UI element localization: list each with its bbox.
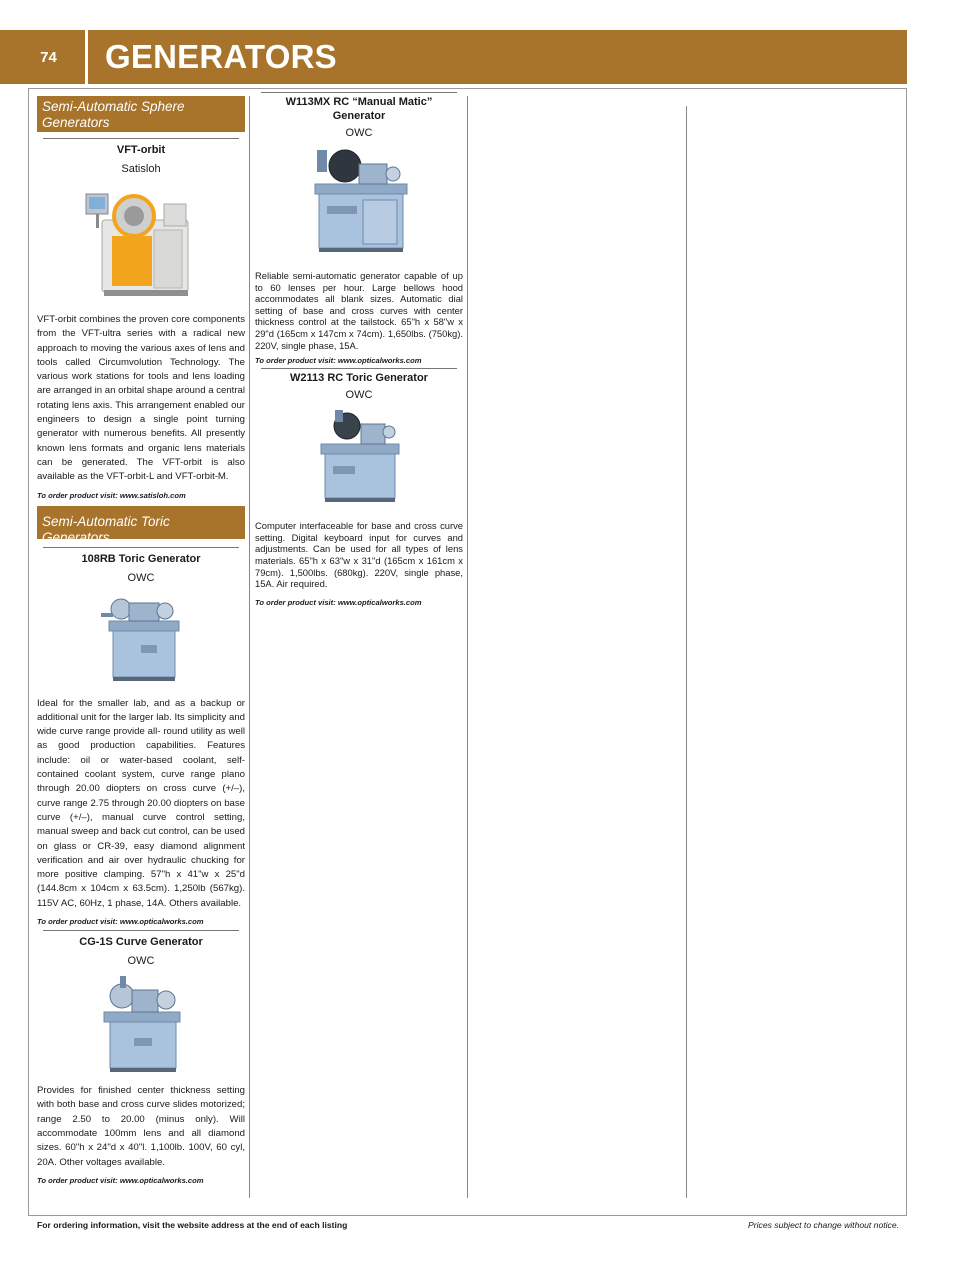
divider (43, 547, 239, 548)
order-link[interactable]: To order product visit: www.satisloh.com (37, 490, 186, 500)
product-title: CG-1S Curve Generator (79, 936, 203, 949)
page-number: 74 (0, 30, 85, 84)
order-link[interactable]: To order product visit: www.opticalworks.com (37, 1175, 204, 1185)
product-title: VFT-orbit (116, 144, 166, 156)
divider (43, 138, 239, 139)
divider (261, 368, 457, 369)
order-link[interactable]: To order product visit: www.opticalworks.com (255, 597, 422, 607)
column-1 (37, 96, 245, 1185)
order-link[interactable]: To order product visit: www.opticalworks.com (255, 356, 422, 366)
product-title: W113MX RC “Manual Matic” Generator (285, 96, 433, 122)
product-description: Reliable semi-automatic generator capable of up to 60 lenses per hour. Large bellows hood accommodates all blank sizes. Automatic dial setting of base and cross curves with center thickness control at the tailstock. 65"h x 58"w x 29"d (165cm x 147cm x 74cm). 1,650lbs. (750kg). 220V, single phase, 15A. (255, 270, 463, 351)
product-description: Computer interfaceable for base and cross curve setting. Digital keyboard input for curves and adjustments. Can be used for all types of lens materials. 65"h x 63"w x 31"d (165cm x 161cm x 79cm). 1,500lbs. (680kg). 220V, single phase, 15A. Air required. (255, 520, 463, 590)
divider (43, 930, 239, 931)
vft-orbit-image (84, 186, 199, 301)
category-header-sphere: Semi-Automatic Sphere Generators (37, 96, 245, 132)
footer-ordering-info: For ordering information, visit the website address at the end of each listing (37, 1220, 348, 1230)
product-description: Provides for finished center thickness setting with both base and cross curve slides motorized; range 2.50 to 20.00 (minus only). Will accommodate 100mm lens and all diamond sizes. 60"h x 24"d x 40"l. 1,100lb. 100V, 60 cyl, 20A. Other voltages available. (37, 1085, 245, 1168)
footer-price-note: Prices subject to change without notice. (748, 1220, 899, 1230)
category-header-toric: Semi-Automatic Toric Generators (37, 506, 245, 539)
column-divider (467, 96, 468, 1198)
product-maker: OWC (345, 389, 373, 402)
order-link[interactable]: To order product visit: www.opticalworks.com (37, 917, 204, 927)
108rb-generator-image (99, 591, 184, 683)
divider (261, 92, 457, 93)
product-title: 108RB Toric Generator (81, 552, 201, 565)
column-divider (686, 106, 687, 1198)
w113mx-generator-image (309, 146, 409, 254)
cg1s-generator-image (96, 974, 186, 1074)
w2113-generator-image (317, 408, 401, 504)
page-title: GENERATORS (88, 30, 907, 84)
product-title: W2113 RC Toric Generator (290, 372, 428, 385)
product-maker: OWC (127, 571, 155, 584)
product-maker: OWC (127, 955, 155, 968)
product-maker: OWC (345, 127, 373, 139)
product-description: Ideal for the smaller lab, and as a backup or additional unit for the larger lab. Its simplicity and wide curve range provide all- round utility as well as good production capabilities. Features include: oil or water-based coolant, self-contained coolant system, curve range plano through 20.00 diopters on cross curve (+/–), curve range 2.75 through 20.00 diopters on base curve (+/–), manual curve control setting, manual sweep and back cut control, can be used on glass or CR-39, easy diamond alignment verification and air over hydraulic chucking for more positive clamping. 57"h x 41"w x 25"d (144.8cm x 104cm x 63.5cm). 1,250lb (567kg). 115V AC, 60Hz, 1 phase, 14A. Others available. (37, 697, 245, 909)
product-maker: Satisloh (121, 163, 161, 175)
column-divider (249, 96, 250, 1198)
product-description: VFT-orbit combines the proven core components from the VFT-ultra series with a radical new approach to moving the various axes of lens and tools called Circumvolution Technology. The various work stations for tools and lens loading are arranged in an orbital shape around a central rotating lens axis. This arrangement enabled our engineers to design a single point turning generator with numerous benefits. All presently known lens formats and organic lens materials can be generated. The VFT-orbit is also available as the VFT-orbit-L and VFT-orbit-M. (37, 314, 246, 483)
column-2 (255, 92, 463, 607)
